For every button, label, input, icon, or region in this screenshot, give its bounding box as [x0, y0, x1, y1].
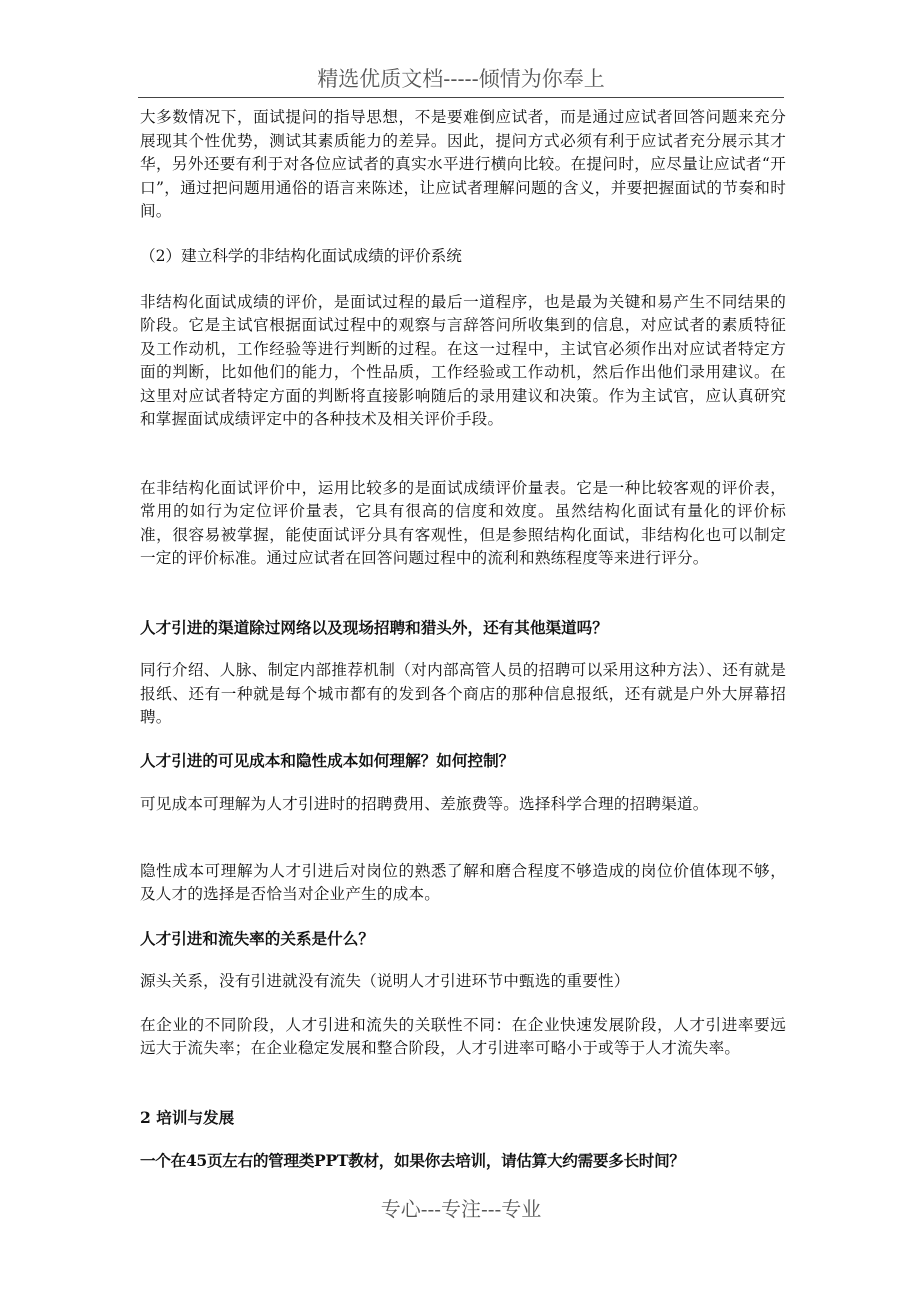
page-header: 精选优质文档-----倾情为你奉上 [317, 67, 605, 91]
answer-stage-relation: 在企业的不同阶段，人才引进和流失的关联性不同：在企业快速发展阶段，人才引进率要远远大于流失率；在企业稳定发展和整合阶段，人才引进率可略小于或等于人才流失率。 [140, 1015, 786, 1057]
page-footer: 专心---专注---专业 [380, 1197, 542, 1221]
paragraph-interview-guidance: 大多数情况下，面试提问的指导思想，不是要难倒应试者，而是通过应试者回答问题来充分展现其个性优势，测试其素质能力的差异。因此，提问方式必须有利于应试者充分展示其才华，另外还要有利于对各位应试者的真实水平进行横向比较。在提问时，应尽量让应试者“开口”，通过把问题用通俗的语言来陈述，让应试者理解问题的含义，并要把握面试的节奏和时间。 [140, 108, 786, 220]
answer-visible-cost: 可见成本可理解为人才引进时的招聘费用、差旅费等。选择科学合理的招聘渠道。 [140, 794, 709, 813]
document-body [140, 106, 786, 1173]
paragraph-evaluation-process: 非结构化面试成绩的评价，是面试过程的最后一道程序，也是最为关键和易产生不同结果的阶段。它是主试官根据面试过程中的观察与言辞答问所收集到的信息，对应试者的素质特征及工作动机，工作经验等进行判断的过程。在这一过程中，主试官必须作出对应试者特定方面的判断，比如他们的能力，个性品质，工作经验或工作动机，然后作出他们录用建议。在这里对应试者特定方面的判断将直接影响随后的录用建议和决策。作为主试官，应认真研究和掌握面试成绩评定中的各种技术及相关评价手段。 [140, 292, 786, 428]
question-recruitment-channels: 人才引进的渠道除过网络以及现场招聘和猎头外，还有其他渠道吗？ [140, 617, 608, 637]
question-ppt-training-time: 一个在45页左右的管理类PPT教材，如果你去培训，请估算大约需要多长时间？ [140, 1151, 685, 1170]
answer-hidden-cost: 隐性成本可理解为人才引进后对岗位的熟悉了解和磨合程度不够造成的岗位价值体现不够，及人才的选择是否恰当对企业产生的成本。 [140, 861, 786, 903]
answer-source-relation: 源头关系，没有引进就没有流失（说明人才引进环节中甄选的重要性） [140, 972, 630, 990]
paragraph-evaluation-scale: 在非结构化面试评价中，运用比较多的是面试成绩评价量表。它是一种比较客观的评价表，常用的如行为定位评价量表，它具有很高的信度和效度。虽然结构化面试有量化的评价标准，很容易被掌握，能使面试评分具有客观性，但是参照结构化面试，非结构化也可以制定一定的评价标准。通过应试者在回答问题过程中的流利和熟练程度等来进行评分。 [140, 478, 786, 567]
answer-recruitment-channels: 同行介绍、人脉、制定内部推荐机制（对内部高管人员的招聘可以采用这种方法）、还有就是报纸、还有一种就是每个城市都有的发到各个商店的那种信息报纸，还有就是户外大屏幕招聘。 [140, 661, 786, 726]
header-divider [138, 97, 784, 98]
question-visible-hidden-cost: 人才引进的可见成本和隐性成本如何理解？如何控制？ [140, 751, 515, 770]
section-heading-training: 2 培训与发展 [140, 1107, 235, 1127]
question-turnover-relation: 人才引进和流失率的关系是什么？ [140, 928, 374, 948]
subheading-evaluation-system: （2）建立科学的非结构化面试成绩的评价系统 [140, 247, 462, 265]
